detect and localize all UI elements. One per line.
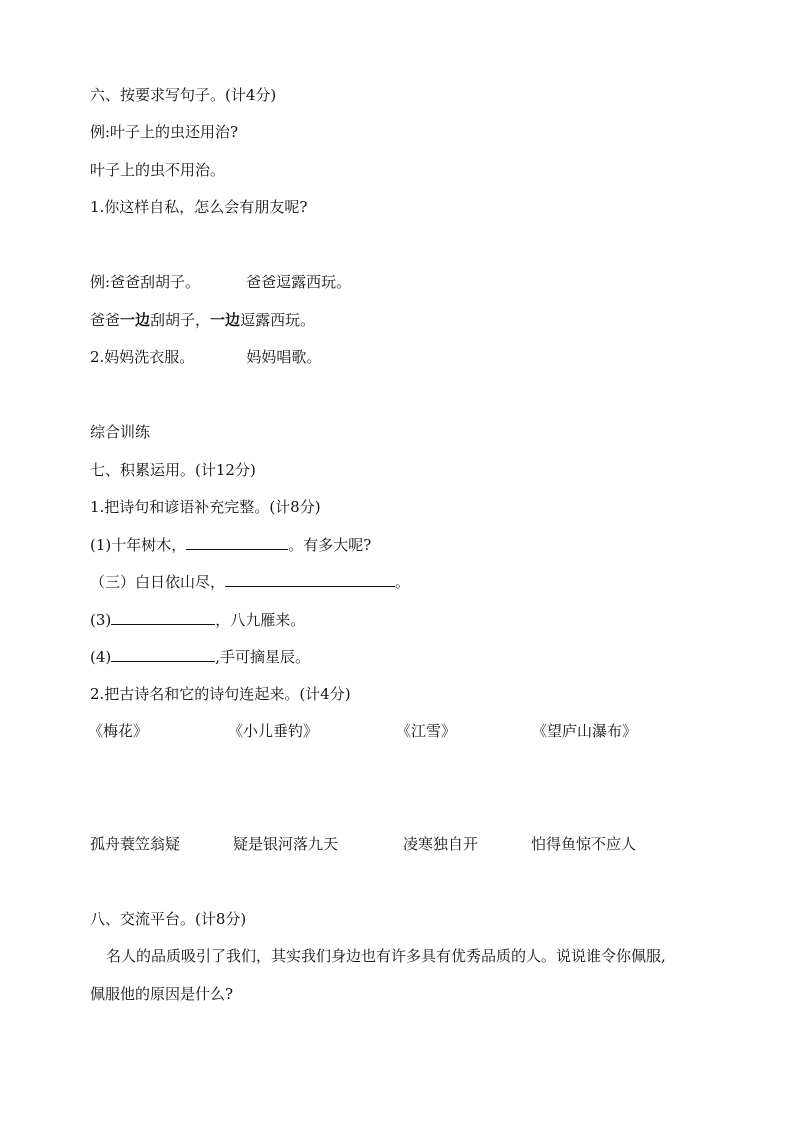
section-8-paragraph-line-1: 名人的品质吸引了我们，其实我们身边也有许多具有优秀品质的人。说说谁令你佩服, (106, 947, 666, 965)
answer-blank[interactable] (225, 572, 395, 587)
poem-verse[interactable]: 疑是银河落九天 (233, 835, 339, 853)
answer-keyword: 一边 (210, 311, 241, 329)
section-7-title: 七、积累运用。(计12分) (90, 461, 256, 479)
fill-line-4 (90, 647, 310, 667)
fill-line-3 (90, 610, 305, 630)
example-2-b: 爸爸逗露西玩。 (246, 273, 352, 291)
fill-prefix: (1)十年树木， (90, 536, 187, 554)
fill-line-2 (90, 572, 410, 592)
question-2 (90, 347, 321, 367)
section-7-q1-title: 1.把诗句和谚语补充完整。(计8分) (90, 498, 321, 516)
section-label: 综合训练 (90, 423, 151, 441)
fill-suffix: ，八九雁来。 (215, 611, 306, 629)
section-6-title: 六、按要求写句子。(计4分) (90, 86, 277, 104)
fill-suffix: 。有多大呢? (288, 536, 372, 554)
poem-title[interactable]: 《小儿垂钓》 (228, 722, 319, 740)
answer-part: 爸爸 (90, 311, 121, 329)
answer-keyword: 一边 (120, 311, 151, 329)
example-2-a: 例:爸爸刮胡子。 (90, 273, 201, 291)
example-2-answer (90, 310, 315, 330)
section-8-title: 八、交流平台。(计8分) (90, 910, 247, 928)
question-2-a: 2.妈妈洗衣服。 (90, 348, 195, 366)
section-7-q2-title: 2.把古诗名和它的诗句连起来。(计4分) (90, 685, 351, 703)
answer-blank[interactable] (111, 610, 215, 625)
poem-verse[interactable]: 凌寒独自开 (403, 835, 479, 853)
question-1: 1.你这样自私，怎么会有朋友呢? (90, 198, 308, 216)
answer-blank[interactable] (186, 535, 288, 550)
answer-part: 逗露西玩。 (240, 311, 316, 329)
fill-line-1 (90, 535, 371, 555)
poem-verse[interactable]: 孤舟蓑笠翁疑 (90, 835, 181, 853)
answer-part: 刮胡子， (150, 311, 211, 329)
example-2-sentences (90, 272, 351, 292)
example-1-question: 例:叶子上的虫还用治? (90, 123, 239, 141)
fill-suffix: ,手可摘星辰。 (215, 648, 311, 666)
section-8-paragraph-line-2: 佩服他的原因是什么? (90, 985, 234, 1003)
poem-title[interactable]: 《梅花》 (88, 722, 149, 740)
example-1-answer: 叶子上的虫不用治。 (90, 161, 226, 179)
question-2-b: 妈妈唱歌。 (246, 348, 322, 366)
poem-title[interactable]: 《江雪》 (396, 722, 457, 740)
fill-prefix: (4) (90, 648, 112, 666)
fill-prefix: （三）白日依山尽， (90, 573, 226, 591)
poem-verse[interactable]: 怕得鱼惊不应人 (531, 835, 637, 853)
fill-prefix: (3) (90, 611, 112, 629)
fill-suffix: 。 (395, 573, 411, 591)
answer-blank[interactable] (111, 647, 215, 662)
poem-title[interactable]: 《望庐山瀑布》 (532, 722, 638, 740)
